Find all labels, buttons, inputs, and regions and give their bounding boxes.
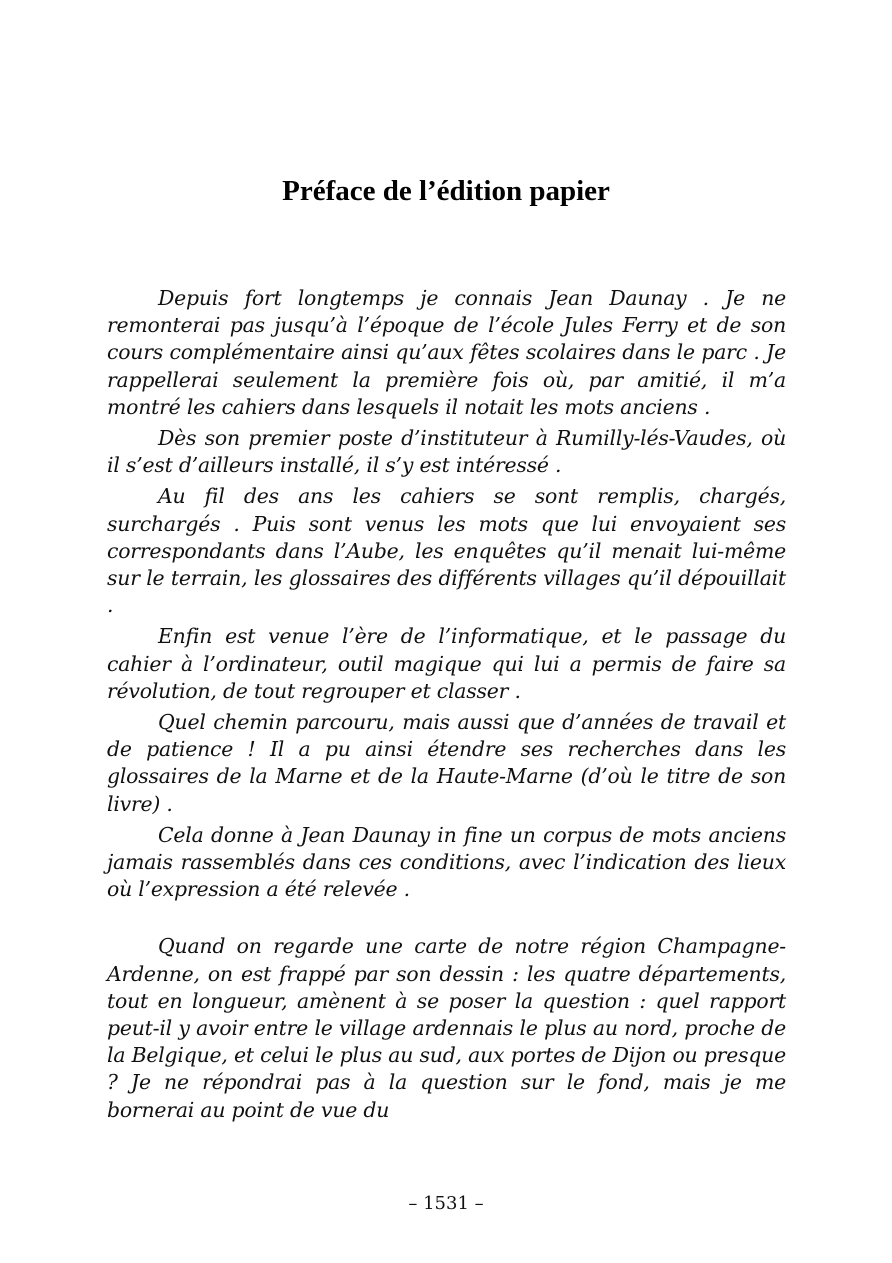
paragraph-4: Enfin est venue l’ère de l’informatique, et le passage du cahier à l’ordinateur, outil magique qui lui a permis de faire sa révolution, de tout regrouper et classer . xyxy=(107,624,786,703)
preface-title: Préface de l’édition papier xyxy=(282,175,610,207)
paragraph-7: Quand on regarde une carte de notre région Champagne-Ardenne, on est frappé par son dessin : les quatre départements, tout en longueur, amènent à se poser la question : quel rapport peut-il y avoir entre le village ardennais le plus au nord, proche de la Belgique, et celui le plus au sud, aux portes de Dijon ou presque ? Je ne répondrai pas à la question sur le fond, mais je me bornerai au point de vue du xyxy=(107,934,786,1122)
paragraph-3: Au fil des ans les cahiers se sont remplis, chargés, surchargés . Puis sont venus les mots que lui envoyaient ses correspondants dans l’Aube, les enquêtes qu’il menait lui-même sur le terrain, les glossaires des différents villages qu’il dépouillait . xyxy=(107,484,786,618)
paragraph-1: Depuis fort longtemps je connais Jean Daunay . Je ne remonterai pas jusqu’à l’époque de l’école Jules Ferry et de son cours complémentaire ainsi qu’aux fêtes scolaires dans le parc . Je rappellerai seulement la première fois où, par amitié, il m’a montré les cahiers dans lesquels il notait les mots anciens . xyxy=(107,286,786,419)
preface-body xyxy=(107,285,786,1128)
page-number: – 1531 – xyxy=(408,1193,484,1214)
paragraph-5: Quel chemin parcouru, mais aussi que d’années de travail et de patience ! Il a pu ainsi étendre ses recherches dans les glossaires de la Marne et de la Haute-Marne (d’où le titre de son livre) . xyxy=(107,710,786,816)
paragraph-2: Dès son premier poste d’instituteur à Rumilly-lés-Vaudes, où il s’est d’ailleurs installé, il s’y est intéressé . xyxy=(107,426,786,478)
paragraph-6: Cela donne à Jean Daunay in fine un corpus de mots anciens jamais rassemblés dans ces conditions, avec l’indication des lieux où l’expression a été relevée . xyxy=(107,822,786,902)
